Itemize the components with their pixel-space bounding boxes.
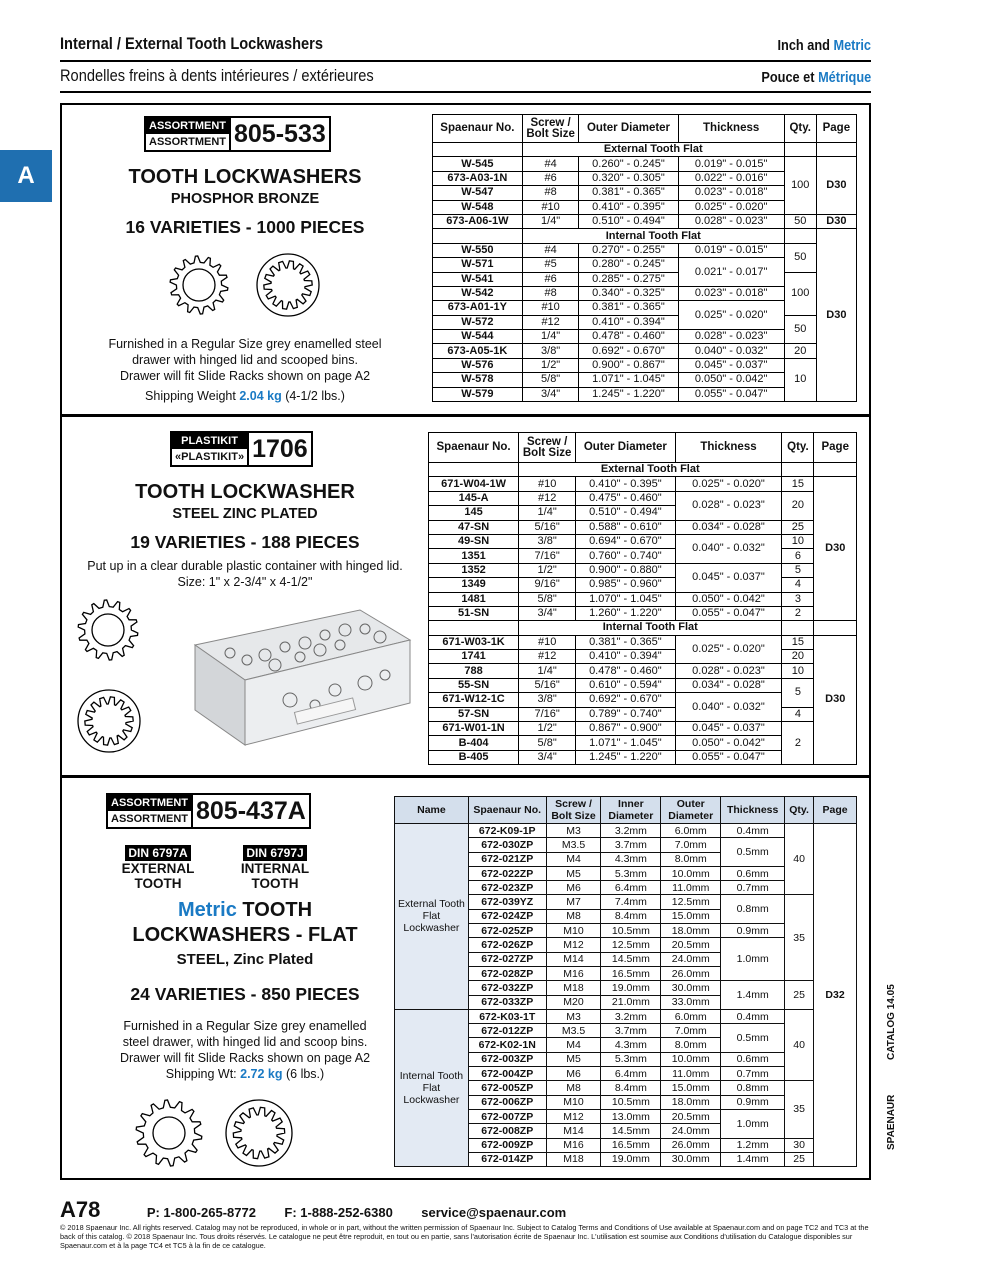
plastikit-en: PLASTIKIT <box>172 433 247 449</box>
assortment-fr: ASSORTMENT <box>111 813 188 825</box>
assortment-label <box>106 793 311 829</box>
divider <box>60 60 871 62</box>
page-title-fr: Rondelles freins à dents intérieures / extérieures <box>60 66 374 85</box>
assortment-en: ASSORTMENT <box>146 118 229 134</box>
title-part: TOOTH <box>236 899 313 921</box>
internal-tooth-washer-icon <box>224 1098 294 1168</box>
page-ref: D32 <box>814 824 857 1167</box>
phone[interactable]: P: 1-800-265-8772 <box>146 1205 256 1220</box>
description-line: Size: 1" x 2-3/4" x 4-1/2" <box>177 575 313 589</box>
col-header: Outer Diameter <box>576 433 675 463</box>
assortment-number: 805-437A <box>193 793 311 829</box>
col-header: Page <box>814 797 857 824</box>
footer <box>60 1197 566 1223</box>
section-divider <box>60 775 871 778</box>
copyright-notice: © 2018 Spaenaur Inc. All rights reserved. Catalog may not be reproduced, in whole or in part, without the written permission of Spaenaur Inc. Subject to Catalog Terms and Conditions of Use available at Spaenaur.com and on page TC2 and TC3 at the back of this catalog. © 2018 Spaenaur Inc. Tous droits réservés. Le catalogue ne peut être reproduit, en tout ou en partie, sans l'autorisation écrite de Spaenaur Inc. L'utilisation est soumise aux Conditions d'utilisation du Catalogue disponibles sur Spaenaur.com et à la page TC4 et TC5 à la fin de ce catalogue. <box>60 1223 869 1250</box>
product-material: PHOSPHOR BRONZE <box>170 191 320 207</box>
product-material: STEEL, Zinc Plated <box>176 951 314 968</box>
description-line: Furnished in a Regular Size grey enamelled steel <box>108 337 382 351</box>
col-header: Spaenaur No. <box>468 797 546 824</box>
product-varieties: 24 VARIETIES - 850 PIECES <box>130 984 360 1004</box>
assortment-label <box>144 116 331 152</box>
metric-product-table: Name Spaenaur No. Screw / Bolt Size Inner Diameter Outer Diameter Thickness Qty. Page External Tooth Flat Lockwasher 672-K09-1P M3 3.2mm 6.0mm 0.4mm 40 D32 672-030ZP M3.5 3.7mm 7.0mm 0.5mm 672-021ZP M4 4.3mm 8.0mm 672-022ZP M5 5.3mm 10.0mm 0.6mm 672-023ZP M6 6.4mm 11.0mm 0.7mm 672-039YZ M7 7.4mm 12.5mm 0.8mm 35 672-024ZP M8 8.4mm 15.0mm 672-025ZP M10 10.5mm 18.0mm 0.9mm 672-026ZP M12 12.5mm 20.5mm 1.0mm 672-027ZP M14 14.5mm 24.0mm 672-028ZP M16 16.5mm 26.0mm 672-032ZP M18 19.0mm 30.0mm 1.4mm 25 672-033ZP M20 21.0mm 33.0mm Internal Tooth Flat Lockwasher 672-K03-1T M3 3.2mm 6.0mm 0.4mm 40 672-012ZP M3.5 3.7mm 7.0mm 0.5mm 672-K02-1N M4 4.3mm 8.0mm 672-003ZP M5 5.3mm 10.0mm 0.6mm 672-004ZP M6 6.4mm 11.0mm 0.7mm 672-005ZP M8 8.4mm 15.0mm 0.8mm 35 672-006ZP M10 10.5mm 18.0mm 0.9mm 672-007ZP M12 13.0mm 20.5mm 1.0mm 672-008ZP M14 14.5mm 24.0mm 672-009ZP M16 16.5mm 26.0mm 1.2mm 30 672-014ZP M18 19.0mm 30.0mm 1.4mm 25 <box>394 796 857 1167</box>
col-header: Page <box>814 433 857 463</box>
col-header: Qty. <box>784 115 816 143</box>
shipping-weight <box>80 388 410 404</box>
product-title: TOOTH LOCKWASHER <box>135 481 355 503</box>
internal-tooth-washer-icon <box>76 688 142 754</box>
fax: F: 1-888-252-6380 <box>284 1205 393 1220</box>
title-line: LOCKWASHERS - FLAT <box>132 924 358 946</box>
din-type: EXTERNAL <box>121 861 195 876</box>
col-header: Thickness <box>675 433 782 463</box>
internal-tooth-washer-icon <box>255 252 321 318</box>
plastic-container-image <box>175 605 415 755</box>
din-external <box>108 845 208 891</box>
assortment-number: 805-533 <box>231 116 331 152</box>
description-line: drawer with hinged lid and scooped bins. <box>132 353 358 367</box>
col-header: Name <box>395 797 469 824</box>
units-label-en <box>777 37 871 54</box>
product-varieties: 19 VARIETIES - 188 PIECES <box>130 532 360 552</box>
col-header: Inner Diameter <box>601 797 661 824</box>
section-tab[interactable]: A <box>0 150 52 202</box>
divider <box>60 91 871 93</box>
assortment-en: ASSORTMENT <box>108 795 191 811</box>
col-header: Qty. <box>785 797 814 824</box>
plastikit-fr: «PLASTIKIT» <box>175 451 245 463</box>
din-code: DIN 6797A <box>125 845 190 861</box>
email-link[interactable]: service@spaenaur.com <box>421 1205 567 1220</box>
col-header: Spaenaur No. <box>429 433 519 463</box>
shipping-kg: 2.72 kg <box>240 1067 283 1081</box>
product-title: TOOTH LOCKWASHERS <box>128 166 362 188</box>
col-header: Qty. <box>782 433 814 463</box>
external-tooth-washer-icon <box>168 254 230 316</box>
product-table-805-533: Spaenaur No. Screw / Bolt Size Outer Diameter Thickness Qty. Page External Tooth Flat W-545 #4 0.260" - 0.245" 0.019" - 0.015" 100 D30 673-A03-1N #6 0.320" - 0.305" 0.022" - 0.016" W-547 #8 0.381" - 0.365" 0.023" - 0.018" W-548 #10 0.410" - 0.395" 0.025" - 0.020" 673-A06-1W 1/4" 0.510" - 0.494" 0.028" - 0.023" 50 D30 Internal Tooth Flat D30 W-550 #4 0.270" - 0.255" 0.019" - 0.015" 50 W-571 #5 0.280" - 0.245" 0.021" - 0.017" W-541 #6 0.285" - 0.275" 100 W-542 #8 0.340" - 0.325" 0.023" - 0.018" 673-A01-1Y #10 0.381" - 0.365" 0.025" - 0.020" W-572 #12 0.410" - 0.394" 50 W-544 1/4" 0.478" - 0.460" 0.028" - 0.023" 673-A05-1K 3/8" 0.692" - 0.670" 0.040" - 0.032" 20 W-576 1/2" 0.900" - 0.867" 0.045" - 0.037" 10 W-578 5/8" 1.071" - 1.045" 0.050" - 0.042" W-579 3/4" 1.245" - 1.220" 0.055" - 0.047" <box>432 114 857 402</box>
shipping-label: Shipping Wt: <box>165 1067 241 1081</box>
table-group-label: External Tooth Flat <box>522 143 784 157</box>
din-type: TOOTH <box>134 876 182 891</box>
din-code: DIN 6797J <box>243 845 306 861</box>
units-text-fr: Pouce et <box>761 69 818 86</box>
col-header: Screw / Bolt Size <box>519 433 576 463</box>
description <box>70 558 420 590</box>
col-header: Screw / Bolt Size <box>546 797 601 824</box>
col-header: Page <box>816 115 856 143</box>
din-type: TOOTH <box>251 876 299 891</box>
product-title <box>60 898 430 948</box>
description-line: Drawer will fit Slide Racks shown on page A2 <box>119 1051 371 1065</box>
section-divider <box>60 414 871 417</box>
product-material: STEEL ZINC PLATED <box>172 506 318 522</box>
plastikit-number: 1706 <box>249 431 313 467</box>
table-group-label: Internal Tooth Flat <box>519 621 782 635</box>
description <box>60 1018 430 1066</box>
description-line: Put up in a clear durable plastic container with hinged lid. <box>87 559 403 573</box>
brand-logo: SPAENAUR <box>886 1094 897 1150</box>
shipping-label: Shipping Weight <box>145 389 240 403</box>
description-line: steel drawer, with hinged lid and scoop bins. <box>122 1035 368 1049</box>
external-tooth-washer-icon <box>134 1098 204 1168</box>
col-header: Thickness <box>721 797 785 824</box>
col-header: Outer Diameter <box>579 115 678 143</box>
shipping-lbs: (6 lbs.) <box>282 1067 325 1081</box>
din-internal <box>225 845 325 891</box>
page-title: Internal / External Tooth Lockwashers <box>60 34 323 53</box>
din-type: INTERNAL <box>240 861 310 876</box>
units-text: Inch and <box>777 37 834 54</box>
description <box>80 336 410 384</box>
product-varieties: 16 VARIETIES - 1000 PIECES <box>125 217 365 237</box>
group-name: External Tooth Flat Lockwasher <box>395 824 469 1010</box>
col-header: Screw / Bolt Size <box>522 115 579 143</box>
assortment-fr: ASSORTMENT <box>149 136 226 148</box>
metric-text-fr: Métrique <box>817 69 871 86</box>
col-header: Outer Diameter <box>661 797 721 824</box>
description-line: Drawer will fit Slide Racks shown on page A2 <box>119 369 371 383</box>
catalog-version: CATALOG 14.05 <box>886 984 897 1060</box>
metric-word: Metric <box>177 899 237 921</box>
metric-text: Metric <box>833 37 871 54</box>
table-group-label: Internal Tooth Flat <box>522 229 784 243</box>
plastikit-label <box>170 431 313 467</box>
product-table-1706: Spaenaur No. Screw / Bolt Size Outer Diameter Thickness Qty. Page External Tooth Flat 671-W04-1W #10 0.410" - 0.395" 0.025" - 0.020" 15 D30 145-A #12 0.475" - 0.460" 0.028" - 0.023" 20 145 1/4" 0.510" - 0.494" 47-SN 5/16" 0.588" - 0.610" 0.034" - 0.028" 25 49-SN 3/8" 0.694" - 0.670" 0.040" - 0.032" 10 1351 7/16" 0.760" - 0.740" 6 1352 1/2" 0.900" - 0.880" 0.045" - 0.037" 5 1349 9/16" 0.985" - 0.960" 4 1481 5/8" 1.070" - 1.045" 0.050" - 0.042" 3 51-SN 3/4" 1.260" - 1.220" 0.055" - 0.047" 2 Internal Tooth Flat 671-W03-1K #10 0.381" - 0.365" 0.025" - 0.020" 15 D30 1741 #12 0.410" - 0.394" 20 788 1/4" 0.478" - 0.460" 0.028" - 0.023" 10 55-SN 5/16" 0.610" - 0.594" 0.034" - 0.028" 5 671-W12-1C 3/8" 0.692" - 0.670" 0.040" - 0.032" 57-SN 7/16" 0.789" - 0.740" 4 671-W01-1N 1/2" 0.867" - 0.900" 0.045" - 0.037" 2 B-404 5/8" 1.071" - 1.045" 0.050" - 0.042" B-405 3/4" 1.245" - 1.220" 0.055" - 0.047" <box>428 432 857 765</box>
shipping-weight <box>60 1066 430 1082</box>
group-name: Internal Tooth Flat Lockwasher <box>395 1009 469 1166</box>
external-tooth-washer-icon <box>76 598 140 662</box>
shipping-kg: 2.04 kg <box>239 389 282 403</box>
col-header: Spaenaur No. <box>433 115 523 143</box>
page-number: A78 <box>60 1197 101 1222</box>
table-group-label: External Tooth Flat <box>519 463 782 477</box>
units-label-fr <box>761 69 871 86</box>
shipping-lbs: (4-1/2 lbs.) <box>281 389 345 403</box>
col-header: Thickness <box>678 115 784 143</box>
description-line: Furnished in a Regular Size grey enamelled <box>123 1019 367 1033</box>
